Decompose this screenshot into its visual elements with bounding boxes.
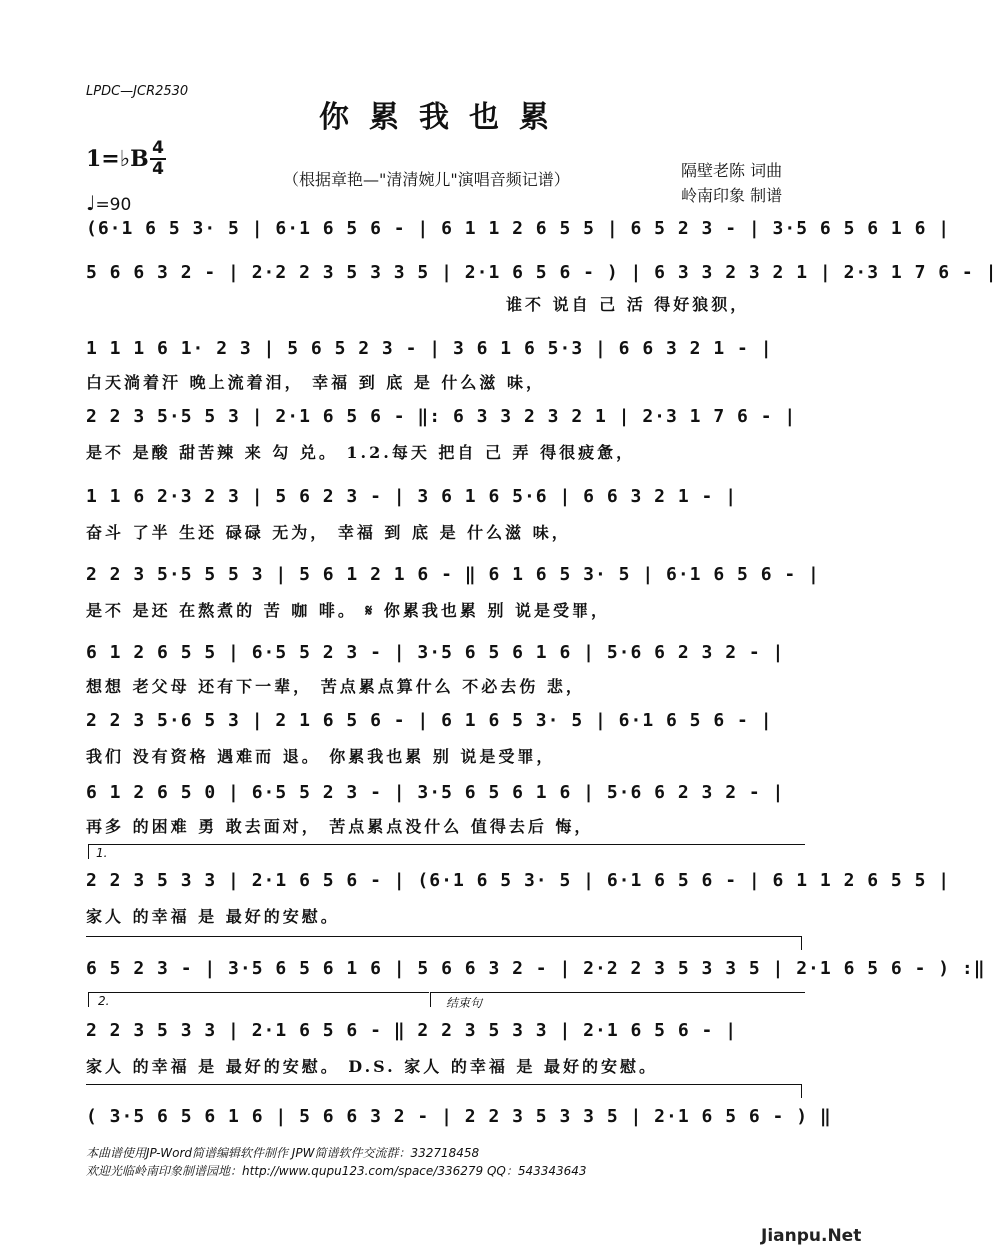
- watermark-logo: Jianpu.Net: [761, 1226, 862, 1246]
- volta-end-tick-1: [801, 936, 802, 950]
- score-notes-3: 1 1 1 6 1· 2 3 | 5 6 5 2 3 - | 3 6 1 6 5·3 | 6 6 3 2 1 - |: [86, 338, 773, 359]
- score-notes-12: 2 2 3 5 3 3 | 2·1 6 5 6 - ‖ 2 2 3 5 3 3 | 2·1 6 5 6 - |: [86, 1020, 738, 1041]
- footer-line-2: 欢迎光临岭南印象制谱园地：http://www.qupu123.com/space/336279 QQ：543343643: [86, 1164, 587, 1178]
- score-notes-1: (6·1 6 5 3· 5 | 6·1 6 5 6 - | 6 1 1 2 6 5 5 | 6 5 2 3 - | 3·5 6 5 6 1 6 |: [86, 218, 951, 239]
- subtitle: （根据章艳—"清清婉儿"演唱音频记谱）: [283, 170, 570, 189]
- volta-end-rule-1: [86, 936, 802, 937]
- score-lyrics-12: 家人 的幸福 是 最好的安慰。 D.S. 家人 的幸福 是 最好的安慰。: [86, 1057, 658, 1076]
- score-notes-11: 6 5 2 3 - | 3·5 6 5 6 1 6 | 5 6 6 3 2 - | 2·2 2 3 5 3 3 5 | 2·1 6 5 6 - ) :‖: [86, 958, 986, 979]
- volta-end-tick-2: [801, 1084, 802, 1098]
- quarter-note-icon: ♩: [86, 191, 96, 215]
- footer-line-1: 本曲谱使用JP-Word简谱编辑软件制作 JPW简谱软件交流群：332718458: [86, 1146, 480, 1160]
- score-notes-7: 6 1 2 6 5 5 | 6·5 5 2 3 - | 3·5 6 5 6 1 6 | 5·6 6 2 3 2 - |: [86, 642, 785, 663]
- score-lyrics-7: 想想 老父母 还有下一辈， 苦点累点算什么 不必去伤 悲，: [86, 677, 585, 696]
- volta-label-2: 2.: [98, 994, 110, 1008]
- volta-end-rule-2: [86, 1084, 802, 1085]
- score-notes-2: 5 6 6 3 2 - | 2·2 2 3 5 3 3 5 | 2·1 6 5 6 - ) | 6 3 3 2 3 2 1 | 2·3 1 7 6 - |: [86, 262, 997, 283]
- score-notes-9: 6 1 2 6 5 0 | 6·5 5 2 3 - | 3·5 6 5 6 1 6 | 5·6 6 2 3 2 - |: [86, 782, 785, 803]
- score-notes-8: 2 2 3 5·6 5 3 | 2 1 6 5 6 - | 6 1 6 5 3· 5 | 6·1 6 5 6 - |: [86, 710, 773, 731]
- meter-bottom: 4: [152, 159, 164, 179]
- score-notes-4: 2 2 3 5·5 5 3 | 2·1 6 5 6 - ‖: 6 3 3 2 3 2 1 | 2·3 1 7 6 - |: [86, 406, 797, 427]
- score-notes-6: 2 2 3 5·5 5 5 3 | 5 6 1 2 1 6 - ‖ 6 1 6 5 3· 5 | 6·1 6 5 6 - |: [86, 564, 820, 585]
- score-lyrics-5: 奋斗 了半 生还 碌碌 无为， 幸福 到 底 是 什么滋 味，: [86, 523, 571, 542]
- score-lyrics-8: 我们 没有资格 遇难而 退。 你累我也累 别 说是受罪，: [86, 747, 556, 766]
- score-notes-5: 1 1 6 2·3 2 3 | 5 6 2 3 - | 3 6 1 6 5·6 | 6 6 3 2 1 - |: [86, 486, 738, 507]
- tempo-value: =90: [95, 195, 132, 215]
- score-lyrics-10: 家人 的幸福 是 最好的安慰。: [86, 907, 340, 926]
- meter-top: 4: [152, 138, 164, 158]
- score-lyrics-6: 是不 是还 在熬煮的 苦 咖 啡。 𝄋 你累我也累 别 说是受罪，: [86, 601, 611, 620]
- score-notes-10: 2 2 3 5 3 3 | 2·1 6 5 6 - | (6·1 6 5 3· 5 | 6·1 6 5 6 - | 6 1 1 2 6 5 5 |: [86, 870, 951, 891]
- score-lyrics-9: 再多 的困难 勇 敢去面对， 苦点累点没什么 值得去后 悔，: [86, 817, 594, 836]
- time-signature: [150, 140, 166, 178]
- coda-bracket: [430, 992, 805, 1007]
- volta-label-1: 1.: [96, 846, 108, 860]
- arranger-credit: 岭南印象 制谱: [681, 186, 783, 205]
- volta-bracket-1: [88, 844, 805, 859]
- score-lyrics-2: 谁不 说自 己 活 得好狼狈，: [506, 295, 750, 314]
- score-lyrics-3: 白天淌着汗 晚上流着泪， 幸福 到 底 是 什么滋 味，: [86, 373, 545, 392]
- coda-label: 结束句: [446, 996, 483, 1010]
- score-code: LPDC—JCR2530: [86, 84, 189, 99]
- score-lyrics-4: 是不 是酸 甜苦辣 来 勾 兑。 1.2.每天 把自 己 弄 得很疲惫，: [86, 443, 636, 462]
- score-notes-13: ( 3·5 6 5 6 1 6 | 5 6 6 3 2 - | 2 2 3 5 3 3 5 | 2·1 6 5 6 - ) ‖: [86, 1106, 832, 1127]
- key-signature: 1=♭B: [86, 146, 149, 172]
- volta-bracket-2: [88, 992, 429, 1007]
- lyricist-credit: 隔壁老陈 词曲: [681, 161, 783, 180]
- tempo-marking: [86, 191, 131, 215]
- page-title: 你累我也累: [319, 100, 569, 135]
